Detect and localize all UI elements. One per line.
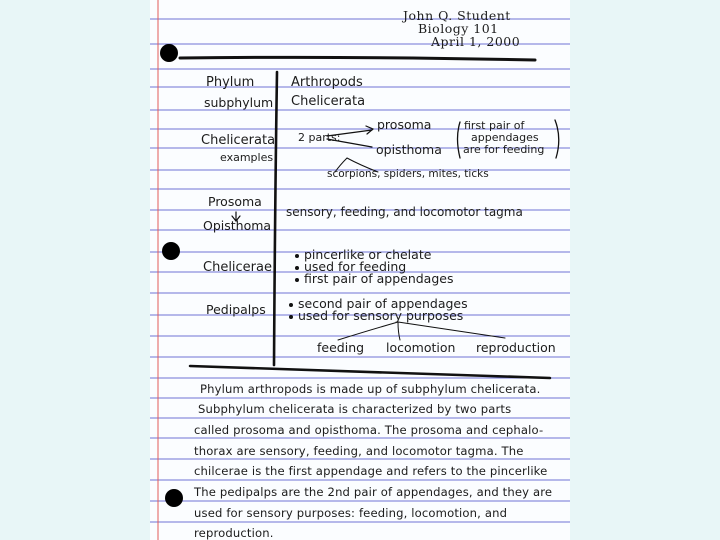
bullet-text: used for feeding [304,259,407,274]
note-line-3: are for feeding [463,143,545,156]
summary-line: called prosoma and opisthoma. The prosoma and cephalo- [194,423,544,437]
subphylum-value: Chelicerata [291,94,366,109]
use-feeding: feeding [317,340,365,355]
examples-value: scorpions, spiders, mites, ticks [327,168,489,180]
student-name: John Q. Student [403,8,511,23]
term-opisthoma: Opisthoma [203,218,272,233]
bullet-text: first pair of appendages [304,271,454,286]
tagma-value: sensory, feeding, and locomotor tagma [286,205,523,219]
binder-hole [160,44,178,62]
bullet-icon [295,278,299,282]
note-date: April 1, 2000 [431,34,521,49]
summary-line: thorax are sensory, feeding, and locomotor tagma. The [194,444,524,458]
term-phylum: Phylum [206,75,255,90]
note-line-2: appendages [471,131,539,144]
use-reproduction: reproduction [476,340,556,355]
bullet-text: second pair of appendages [298,296,468,311]
chelicerae-bullet [295,271,453,286]
term-chelicerae: Chelicerae [203,260,272,275]
note-line-1: first pair of [464,119,525,132]
use-locomotion: locomotion [386,340,456,355]
term-subphylum: subphylum [204,95,274,110]
term-pedipalps: Pedipalps [206,302,266,317]
phylum-value: Arthropods [291,75,363,90]
summary-line: reproduction. [194,526,274,540]
summary-line: The pedipalps are the 2nd pair of appendages, and they are [194,485,553,499]
notebook-page [150,0,570,540]
bullet-icon [295,266,299,270]
bullet-text: used for sensory purposes [298,308,464,323]
summary-line: Subphylum chelicerata is characterized by two parts [198,402,512,416]
course-name: Biology 101 [418,21,499,36]
binder-hole [165,489,183,507]
summary-line: Phylum arthropods is made up of subphylum chelicerata. [200,382,541,396]
examples-label: examples [220,151,274,164]
summary-line: chilcerae is the first appendage and refers to the pincerlike [194,464,548,478]
bullet-icon [289,315,293,319]
part-opisthoma: opisthoma [376,142,442,157]
binder-hole [162,242,180,260]
pedipalps-bullet [289,308,463,323]
parts-label: 2 parts: [298,131,341,144]
term-prosoma: Prosoma [208,194,262,209]
term-chelicerata: Chelicerata [201,133,276,148]
part-prosoma: prosoma [377,117,432,132]
bullet-icon [295,254,299,258]
bullet-text: pincerlike or chelate [304,247,432,262]
summary-line: used for sensory purposes: feeding, locomotion, and [194,506,508,520]
bullet-icon [289,303,293,307]
